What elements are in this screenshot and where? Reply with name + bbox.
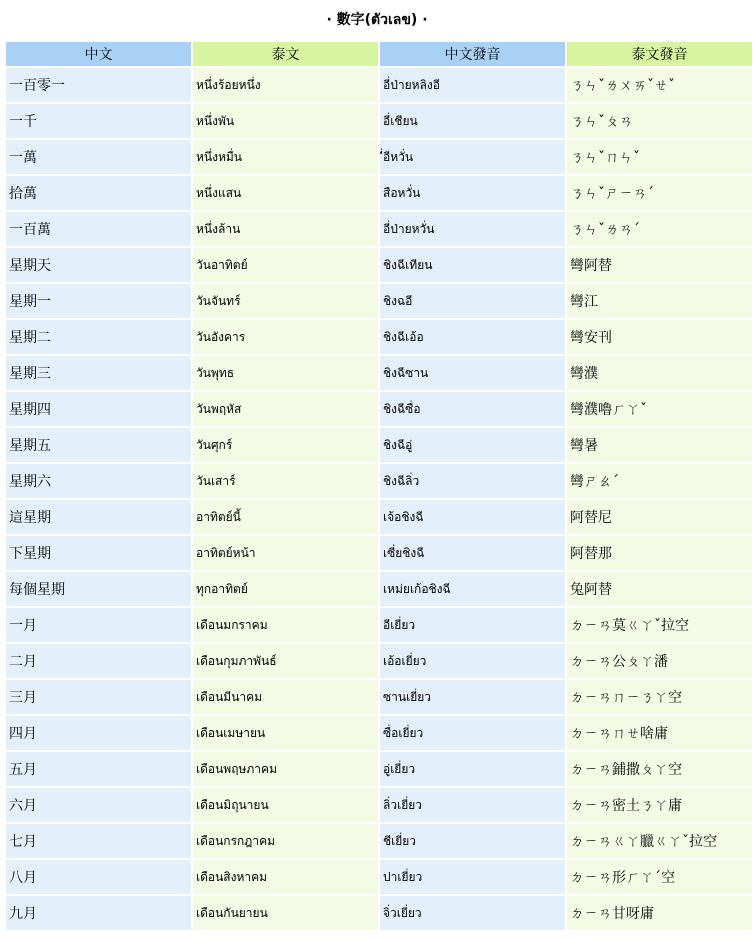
cell-chinese-pronunciation: สือหวั่น [380, 176, 565, 210]
table-row [6, 500, 752, 534]
cell-thai: หนึ่งหมื่น [193, 140, 378, 174]
cell-chinese-pronunciation: ชิงฉีอู่ [380, 428, 565, 462]
table-row [6, 248, 752, 282]
cell-chinese: 一月 [6, 608, 191, 642]
table-row [6, 824, 752, 858]
cell-chinese-pronunciation: ชิงฉีซื่อ [380, 392, 565, 426]
cell-chinese: 一百萬 [6, 212, 191, 246]
cell-thai: วันเสาร์ [193, 464, 378, 498]
column-header-thai: 泰文 [193, 42, 378, 66]
cell-chinese: 七月 [6, 824, 191, 858]
table-row [6, 284, 752, 318]
cell-chinese-pronunciation: จิ่วเยี่ยว [380, 896, 565, 930]
cell-chinese: 一百零一 [6, 68, 191, 102]
cell-chinese: 八月 [6, 860, 191, 894]
table-row [6, 140, 752, 174]
cell-chinese-pronunciation: ลิ่วเยี่ยว [380, 788, 565, 822]
table-row [6, 788, 752, 822]
cell-chinese-pronunciation: เอ้อเยี่ยว [380, 644, 565, 678]
cell-chinese-pronunciation: อู่เยี่ยว [380, 752, 565, 786]
cell-chinese-pronunciation: ี่อีหวั่น [380, 140, 565, 174]
cell-chinese-pronunciation: ชิงฉีลิ่ว [380, 464, 565, 498]
table-row [6, 752, 752, 786]
cell-thai-pronunciation: ㄉㄧㄢ公ㄆㄚ潘 [567, 644, 752, 678]
cell-thai: ทุกอาทิตย์ [193, 572, 378, 606]
cell-thai-pronunciation: 彎阿替 [567, 248, 752, 282]
cell-chinese-pronunciation: ซื่อเยี่ยว [380, 716, 565, 750]
table-row [6, 356, 752, 390]
cell-thai: วันพฤหัส [193, 392, 378, 426]
cell-chinese: 六月 [6, 788, 191, 822]
table-row [6, 608, 752, 642]
cell-thai-pronunciation: 阿替尼 [567, 500, 752, 534]
cell-chinese-pronunciation: อี่ป่ายหวั่น [380, 212, 565, 246]
cell-chinese: 星期四 [6, 392, 191, 426]
table-row [6, 536, 752, 570]
table-row [6, 896, 752, 930]
vocabulary-table [4, 40, 754, 932]
table-row [6, 464, 752, 498]
table-row [6, 212, 752, 246]
cell-chinese: 這星期 [6, 500, 191, 534]
cell-chinese-pronunciation: อี่เชียน [380, 104, 565, 138]
cell-chinese-pronunciation: ชิงฉีเทียน [380, 248, 565, 282]
table-body [6, 68, 752, 930]
cell-thai: หนึ่งร้อยหนึ่ง [193, 68, 378, 102]
cell-thai-pronunciation: ㄋㄣˇㄕㄧㄢˊ [567, 176, 752, 210]
cell-thai: วันศุกร์ [193, 428, 378, 462]
cell-chinese: 星期五 [6, 428, 191, 462]
column-header-chinese: 中文 [6, 42, 191, 66]
table-row [6, 320, 752, 354]
cell-thai-pronunciation: 彎ㄕㄠˊ [567, 464, 752, 498]
cell-chinese-pronunciation: เจ้อชิงฉี [380, 500, 565, 534]
cell-chinese: 一萬 [6, 140, 191, 174]
cell-thai-pronunciation: ㄉㄧㄢ密土ㄋㄚ庸 [567, 788, 752, 822]
cell-thai-pronunciation: ㄉㄧㄢㄇㄝ啥庸 [567, 716, 752, 750]
table-row [6, 572, 752, 606]
cell-chinese: 星期六 [6, 464, 191, 498]
table-row [6, 860, 752, 894]
cell-thai-pronunciation: ㄉㄧㄢㄇㄧㄋㄚ空 [567, 680, 752, 714]
cell-thai: เดือนกันยายน [193, 896, 378, 930]
cell-thai: เดือนมิถุนายน [193, 788, 378, 822]
cell-thai: เดือนมีนาคม [193, 680, 378, 714]
cell-thai: เดือนพฤษภาคม [193, 752, 378, 786]
table-row [6, 680, 752, 714]
cell-thai: เดือนมกราคม [193, 608, 378, 642]
cell-thai-pronunciation: ㄉㄧㄢ甘呀庸 [567, 896, 752, 930]
cell-thai-pronunciation: ㄉㄧㄢㄍㄚ臘ㄍㄚˇ拉空 [567, 824, 752, 858]
cell-chinese: 每個星期 [6, 572, 191, 606]
cell-chinese-pronunciation: เซี่ยชิงฉี [380, 536, 565, 570]
cell-thai-pronunciation: 彎暑 [567, 428, 752, 462]
table-row [6, 104, 752, 138]
table-row [6, 428, 752, 462]
cell-thai-pronunciation: ㄋㄣˇㄆㄢ [567, 104, 752, 138]
cell-chinese-pronunciation: ซานเยี่ยว [380, 680, 565, 714]
cell-chinese-pronunciation: อี่ป่ายหลิงอี [380, 68, 565, 102]
cell-thai: เดือนสิงหาคม [193, 860, 378, 894]
cell-thai: อาทิตย์นี้ [193, 500, 378, 534]
column-header-chinese-pronunciation: 中文發音 [380, 42, 565, 66]
cell-thai-pronunciation: 兔阿替 [567, 572, 752, 606]
cell-chinese: 拾萬 [6, 176, 191, 210]
cell-chinese: 下星期 [6, 536, 191, 570]
cell-thai: วันอาทิตย์ [193, 248, 378, 282]
cell-thai-pronunciation: 彎濮嚕ㄏㄚˇ [567, 392, 752, 426]
cell-thai-pronunciation: ㄉㄧㄢ形ㄏㄚˊ空 [567, 860, 752, 894]
cell-thai: วันอังคาร [193, 320, 378, 354]
column-header-thai-pronunciation: 泰文發音 [567, 42, 752, 66]
cell-thai: วันจันทร์ [193, 284, 378, 318]
cell-chinese: 星期二 [6, 320, 191, 354]
cell-thai: หนึ่งพัน [193, 104, 378, 138]
cell-chinese: 三月 [6, 680, 191, 714]
table-row [6, 68, 752, 102]
cell-chinese: 二月 [6, 644, 191, 678]
cell-chinese-pronunciation: ปาเยี่ยว [380, 860, 565, 894]
cell-chinese-pronunciation: ชิงฉีซาน [380, 356, 565, 390]
cell-chinese: 四月 [6, 716, 191, 750]
cell-thai-pronunciation: 彎濮 [567, 356, 752, 390]
cell-thai: เดือนเมษายน [193, 716, 378, 750]
cell-thai-pronunciation: ㄉㄧㄢ鋪撒ㄆㄚ空 [567, 752, 752, 786]
cell-chinese-pronunciation: ชีเยี่ยว [380, 824, 565, 858]
header-row [6, 42, 752, 66]
cell-chinese: 一千 [6, 104, 191, 138]
cell-thai: อาทิตย์หน้า [193, 536, 378, 570]
cell-chinese: 五月 [6, 752, 191, 786]
cell-chinese-pronunciation: ชิงฉอี [380, 284, 565, 318]
cell-thai: เดือนกรกฎาคม [193, 824, 378, 858]
table-row [6, 392, 752, 426]
cell-chinese: 星期一 [6, 284, 191, 318]
cell-thai: หนึ่งแสน [193, 176, 378, 210]
cell-thai: วันพุทธ [193, 356, 378, 390]
page-title: · 數字(ตัวเลข) · [326, 12, 428, 28]
cell-chinese: 九月 [6, 896, 191, 930]
table-row [6, 716, 752, 750]
cell-chinese: 星期天 [6, 248, 191, 282]
cell-thai: หนึ่งล้าน [193, 212, 378, 246]
cell-thai-pronunciation: 彎安刊 [567, 320, 752, 354]
cell-thai-pronunciation: ㄋㄣˇㄌㄢˊ [567, 212, 752, 246]
cell-chinese-pronunciation: เหม่ยเก้อชิงฉี [380, 572, 565, 606]
cell-thai-pronunciation: ㄉㄧㄢ莫ㄍㄚˇ拉空 [567, 608, 752, 642]
cell-thai-pronunciation: 彎江 [567, 284, 752, 318]
cell-chinese-pronunciation: ชิงฉีเอ้อ [380, 320, 565, 354]
cell-thai-pronunciation: ㄋㄣˇㄇㄣˇ [567, 140, 752, 174]
table-row [6, 176, 752, 210]
cell-chinese: 星期三 [6, 356, 191, 390]
cell-thai-pronunciation: ㄋㄣˇㄌㄨㄞˇㄝˇ [567, 68, 752, 102]
table-row [6, 644, 752, 678]
cell-thai-pronunciation: 阿替那 [567, 536, 752, 570]
cell-chinese-pronunciation: อีเยี่ยว [380, 608, 565, 642]
cell-thai: เดือนกุมภาพันธ์ [193, 644, 378, 678]
